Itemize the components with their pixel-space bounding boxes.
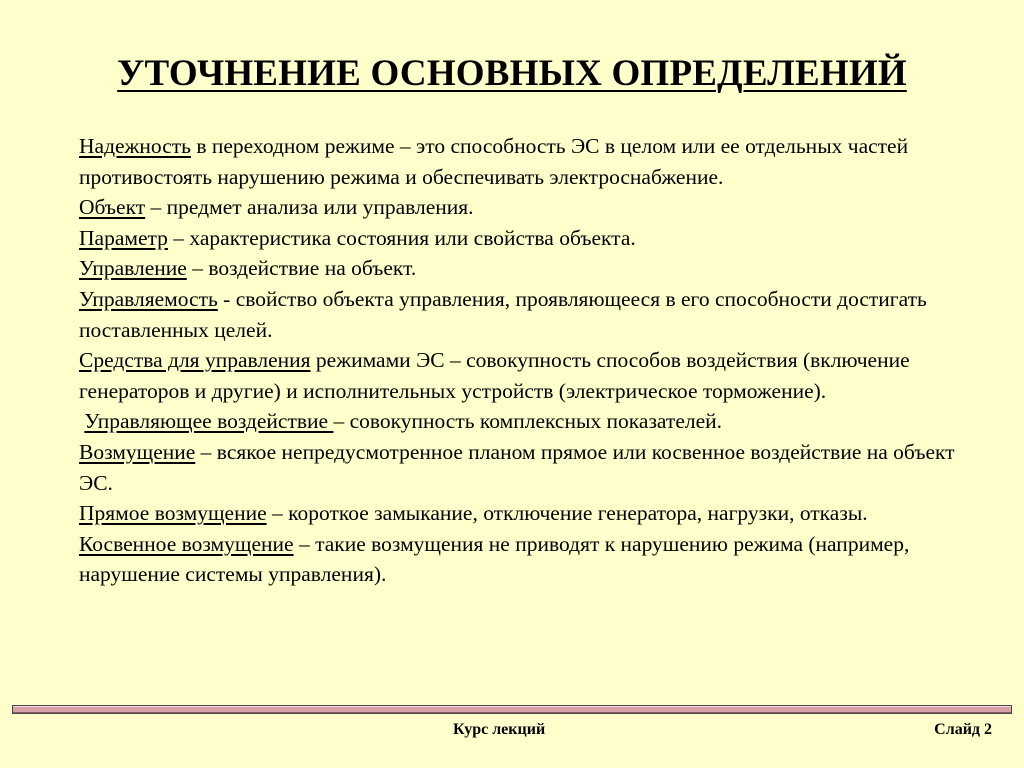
definition-control-means (79, 345, 979, 406)
definition-term: Прямое возмущение (79, 501, 267, 526)
definition-control-action (79, 406, 979, 437)
definition-text: – предмет анализа или управления. (145, 195, 474, 220)
definition-text: – совокупность комплексных показателей. (333, 409, 723, 434)
definition-controllability (79, 284, 979, 345)
definition-text: в переходном режиме – это способность ЭС в целом или ее отдельных частей противостоять нарушению режима и обеспечивать электроснабжение. (79, 134, 909, 189)
definition-term: Косвенное возмущение (79, 531, 294, 556)
definition-term: Управление (79, 256, 187, 281)
definition-term: Управляющее воздействие (84, 409, 334, 434)
footer-divider (12, 705, 1012, 714)
definition-term: Управляемость (79, 286, 218, 311)
definition-text: – короткое замыкание, отключение генератора, нагрузки, отказы. (266, 501, 868, 526)
definition-text: - свойство объекта управления, проявляющееся в его способности достигать поставленных целей. (79, 286, 927, 342)
definition-text: – воздействие на объект. (186, 256, 417, 281)
definition-term: Объект (79, 195, 146, 220)
definition-term: Надежность (79, 134, 191, 158)
definition-indirect-disturbance (79, 529, 979, 590)
definition-direct-disturbance (79, 498, 979, 529)
definition-text: режимами ЭС – совокупность способов воздействия (включение генераторов и другие) и исполнительных устройств (электрическое торможение). (79, 348, 910, 403)
definition-disturbance (79, 437, 979, 498)
definition-text: – всякое непредусмотренное планом прямое или косвенное воздействие на объект ЭС. (79, 439, 955, 495)
definition-object (79, 192, 979, 223)
footer-course-label: Курс лекций (453, 721, 546, 738)
definitions-list (79, 131, 979, 590)
definition-control (79, 253, 979, 284)
slide-title: УТОЧНЕНИЕ ОСНОВНЫХ ОПРЕДЕЛЕНИЙ (117, 53, 907, 94)
definition-text: – характеристика состояния или свойства объекта. (167, 225, 636, 250)
definition-term: Средства для управления (79, 348, 311, 373)
definition-term: Возмущение (79, 439, 196, 464)
definition-term: Параметр (79, 225, 168, 250)
definition-parameter (79, 223, 979, 254)
definition-reliability (79, 131, 979, 192)
definition-text: – такие возмущения не приводят к нарушению режима (например, нарушение системы управления). (79, 531, 910, 587)
footer-slide-number: Слайд 2 (934, 721, 992, 738)
